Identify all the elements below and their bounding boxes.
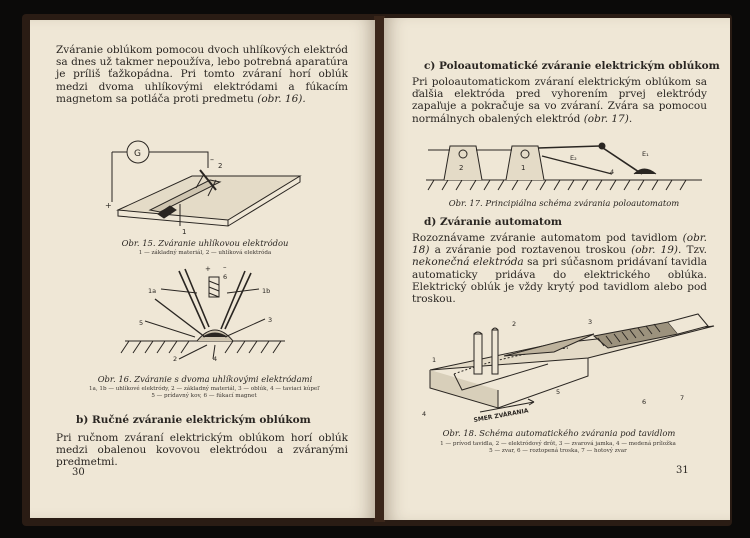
fig18-label-2: 2: [512, 320, 517, 328]
page-number-left: 30: [72, 467, 85, 478]
figure-18-legend-line1: 1 — prívod tavidla, 2 — elektródový drôt, 3 — zvarová jamka, 4 — medená príložka: [440, 441, 676, 447]
fig17-label-1: 1: [521, 164, 526, 172]
fig17-label-4: 4: [610, 168, 615, 176]
fig18-label-3: 3: [588, 318, 593, 326]
figure-15-caption: Obr. 15. Zváranie uhlíkovou elektródou: [121, 238, 289, 248]
fig15-minus-label: –: [210, 155, 214, 164]
fig16-label-4: 4: [213, 355, 218, 363]
fig16-plus-label: +: [205, 265, 211, 273]
section-c-heading: c) Poloautomatické zváranie elektrickým oblúkom: [424, 60, 720, 72]
figure-18-legend-line2: 5 — zvar, 6 — roztopená troska, 7 — hotový zvar: [489, 448, 627, 454]
section-d-heading: d) Zváranie automatom: [424, 216, 562, 228]
fig18-label-4: 4: [422, 410, 427, 418]
figure-16-legend-line2: 5 — prídavný kov, 6 — fúkací magnet: [151, 393, 257, 399]
fig18-label-7: 7: [680, 394, 685, 402]
fig16-label-2: 2: [173, 355, 178, 363]
fig15-label-2: 2: [218, 162, 223, 170]
figure-16-diagram: [115, 263, 305, 363]
figure-15-legend: 1 — základný materiál, 2 — uhlíková elektróda: [138, 250, 272, 256]
fig16-label-1a: 1a: [148, 287, 157, 295]
page-number-right: 31: [676, 465, 689, 476]
section-d-paragraph: Rozoznávame zváranie automatom pod tavidlom (obr. 18) a zváranie pod roztavenou troskou (obr. 19). Tzv. nekonečná elektróda sa pri súčasnom pridávaní tavidla automaticky pridáva do elektrického oblúka. Elektrický oblúk je vždy krytý pod tavidlom alebo pod troskou.: [412, 232, 707, 306]
fig16-minus-label: –: [223, 263, 227, 271]
figure-18-caption: Obr. 18. Schéma automatického zvárania pod tavidlom: [442, 428, 676, 438]
fig15-generator-label: G: [134, 149, 141, 159]
left-page: [30, 20, 375, 518]
fig16-label-1b: 1b: [262, 287, 271, 295]
fig18-label-5: 5: [556, 388, 561, 396]
fig17-label-2: 2: [459, 164, 464, 172]
fig15-label-1: 1: [182, 228, 187, 236]
fig15-plus-label: +: [105, 201, 112, 210]
fig16-label-3: 3: [268, 316, 273, 324]
figure-18-diagram: [418, 304, 718, 426]
section-b-paragraph: Pri ručnom zváraní elektrickým oblúkom horí oblúk medzi obalenou kovovou elektródou a zváranými predmetmi.: [56, 432, 348, 469]
fig18-label-1: 1: [432, 356, 437, 364]
figure-16-legend-line1: 1a, 1b — uhlíkové elektródy, 2 — základný materiál, 3 — oblúk, 4 — taviaci kúpeľ: [88, 386, 320, 392]
right-page: [384, 18, 730, 520]
figure-15-diagram: [100, 130, 310, 235]
fig16-label-6: 6: [223, 273, 228, 281]
figure-17-diagram: [424, 134, 704, 196]
figure-17-caption: Obr. 17. Principiálna schéma zvárania poloautomatom: [448, 198, 680, 208]
intro-paragraph: Zváranie oblúkom pomocou dvoch uhlíkových elektród sa dnes už takmer nepoužíva, lebo potrebná aparatúra je príliš ťažkopádna. Pri tomto zváraní horí oblúk medzi dvoma uhlíkovými elektródami a fúkacím magnetom sa potláča proti predmetu (obr. 16).: [56, 44, 348, 105]
fig18-label-6: 6: [642, 398, 647, 406]
section-c-paragraph: Pri poloautomatickom zváraní elektrickým oblúkom sa ďalšia elektróda pred vyhorením prvej elektródy zapaľuje a pokračuje sa vo zváraní. Zvára sa pomocou normálnych obalených elektród (obr. 17).: [412, 76, 707, 125]
fig16-label-5: 5: [139, 319, 144, 327]
fig18-direction-label: SMER ZVÁRANIA: [473, 407, 530, 424]
figure-16-caption: Obr. 16. Zváranie s dvoma uhlíkovými elektródami: [97, 374, 313, 384]
fig17-label-e1: E₁: [642, 150, 649, 158]
fig17-label-e2: E₂: [570, 154, 577, 162]
section-b-heading: b) Ručné zváranie elektrickým oblúkom: [76, 414, 311, 426]
